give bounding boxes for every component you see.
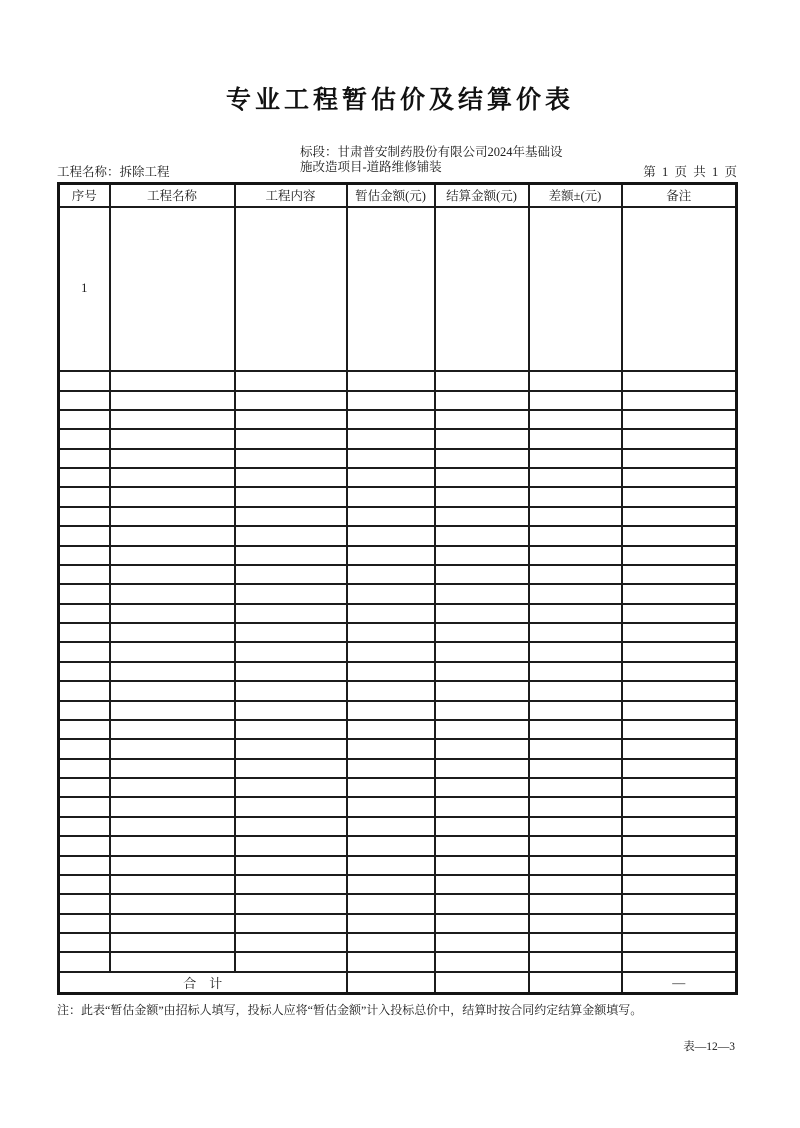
table-cell (110, 797, 235, 816)
table-cell (622, 856, 737, 875)
table-cell (347, 914, 435, 933)
table-row (59, 449, 737, 468)
table-cell (347, 642, 435, 661)
table-cell (529, 565, 622, 584)
table-cell (529, 662, 622, 681)
table-cell (110, 623, 235, 642)
table-cell (347, 623, 435, 642)
table-cell (235, 546, 347, 565)
table-cell (435, 701, 529, 720)
table-cell (622, 604, 737, 623)
table-cell (435, 429, 529, 448)
table-cell (435, 759, 529, 778)
table-cell (622, 642, 737, 661)
page-title: 专业工程暂估价及结算价表 (225, 87, 574, 114)
table-cell (529, 642, 622, 661)
table-cell (235, 371, 347, 390)
table-row (59, 817, 737, 836)
table-cell (110, 739, 235, 758)
table-row (59, 701, 737, 720)
table-cell (235, 623, 347, 642)
section-line-1: 标段：甘肃普安制药股份有限公司2024年基础设 (300, 145, 563, 159)
table-cell (622, 487, 737, 506)
table-cell (622, 681, 737, 700)
table-cell (622, 836, 737, 855)
table-row (59, 468, 737, 487)
table-row (59, 681, 737, 700)
table-cell (435, 487, 529, 506)
table-cell (235, 391, 347, 410)
table-cell (435, 642, 529, 661)
table-cell (110, 487, 235, 506)
table-cell (235, 933, 347, 952)
column-header: 工程内容 (235, 184, 347, 207)
total-difference (529, 972, 622, 994)
table-cell (235, 914, 347, 933)
table-cell (59, 565, 110, 584)
table-cell (529, 720, 622, 739)
table-cell (622, 817, 737, 836)
table-cell (59, 856, 110, 875)
column-header: 备注 (622, 184, 737, 207)
table-cell (529, 526, 622, 545)
table-cell (622, 894, 737, 913)
table-cell (435, 623, 529, 642)
table-cell (529, 739, 622, 758)
table-row (59, 662, 737, 681)
table-cell (110, 681, 235, 700)
table-row (59, 739, 737, 758)
table-cell (435, 410, 529, 429)
table-cell (110, 817, 235, 836)
table-cell (235, 429, 347, 448)
table-cell (435, 391, 529, 410)
table-cell (435, 836, 529, 855)
table-cell (59, 778, 110, 797)
table-cell (529, 207, 622, 372)
table-cell (110, 720, 235, 739)
table-cell (110, 468, 235, 487)
table-cell (529, 468, 622, 487)
table-cell (110, 429, 235, 448)
table-cell (347, 759, 435, 778)
table-cell (235, 797, 347, 816)
table-cell (235, 584, 347, 603)
table-cell (347, 720, 435, 739)
table-row (59, 952, 737, 972)
table-cell (529, 507, 622, 526)
column-header: 暂估金额(元) (347, 184, 435, 207)
table-cell (529, 856, 622, 875)
table-row (59, 623, 737, 642)
table-cell (435, 952, 529, 972)
table-cell (529, 778, 622, 797)
column-header: 序号 (59, 184, 110, 207)
table-cell (59, 468, 110, 487)
table-cell (235, 778, 347, 797)
table-cell (529, 546, 622, 565)
table-cell (347, 468, 435, 487)
table-cell (435, 468, 529, 487)
table-row (59, 875, 737, 894)
table-cell (529, 623, 622, 642)
table-cell (59, 701, 110, 720)
table-cell (435, 875, 529, 894)
table-row (59, 759, 737, 778)
table-cell (347, 429, 435, 448)
table-cell (435, 207, 529, 372)
table-cell (347, 797, 435, 816)
table-cell (59, 410, 110, 429)
table-row (59, 894, 737, 913)
table-cell (347, 526, 435, 545)
table-row (59, 487, 737, 506)
table-cell (110, 391, 235, 410)
table-cell (622, 410, 737, 429)
table-cell (529, 371, 622, 390)
table-cell (622, 507, 737, 526)
table-cell (622, 701, 737, 720)
section-line-2: 施改造项目-道路维修铺装 (300, 159, 442, 174)
table-cell (59, 720, 110, 739)
table-cell (235, 836, 347, 855)
table-cell (622, 546, 737, 565)
table-cell (622, 449, 737, 468)
table-row (59, 391, 737, 410)
table-cell (59, 662, 110, 681)
table-cell (110, 546, 235, 565)
table-cell (622, 391, 737, 410)
table-cell (110, 933, 235, 952)
table-cell (622, 952, 737, 972)
table-cell (622, 875, 737, 894)
table-cell (235, 817, 347, 836)
table-cell (110, 410, 235, 429)
table-cell (235, 952, 347, 972)
table-row (59, 604, 737, 623)
table-cell (59, 487, 110, 506)
table-row (59, 933, 737, 952)
table-cell (235, 507, 347, 526)
table-row (59, 371, 737, 390)
table-cell (59, 681, 110, 700)
table-cell (529, 391, 622, 410)
table-cell (347, 662, 435, 681)
table-cell (529, 410, 622, 429)
table-cell (435, 739, 529, 758)
table-cell (622, 371, 737, 390)
table-cell (435, 778, 529, 797)
table-cell (235, 565, 347, 584)
table-cell (435, 797, 529, 816)
table-cell (59, 429, 110, 448)
table-cell (435, 681, 529, 700)
table-row (59, 507, 737, 526)
table-body (59, 207, 737, 973)
table-cell (235, 701, 347, 720)
table-cell (347, 449, 435, 468)
table-cell (529, 933, 622, 952)
table-cell (347, 565, 435, 584)
table-cell (59, 546, 110, 565)
table-cell (622, 623, 737, 642)
form-code: 表—12—3 (683, 1041, 735, 1053)
table-cell (59, 584, 110, 603)
table-cell (235, 207, 347, 372)
table-header-row (59, 184, 737, 207)
table-cell (347, 681, 435, 700)
table-cell (59, 642, 110, 661)
total-row (59, 972, 737, 994)
table-cell (110, 759, 235, 778)
table-cell (110, 875, 235, 894)
table-cell (235, 662, 347, 681)
table-cell (235, 410, 347, 429)
table-cell (622, 526, 737, 545)
table-cell (347, 817, 435, 836)
table-cell (622, 797, 737, 816)
table-cell (347, 546, 435, 565)
table-cell (435, 856, 529, 875)
table-cell (59, 391, 110, 410)
table-row (59, 584, 737, 603)
table-row (59, 429, 737, 448)
table-cell (529, 894, 622, 913)
table-cell (59, 797, 110, 816)
table-cell (347, 391, 435, 410)
table-cell (435, 817, 529, 836)
table-row (59, 546, 737, 565)
table-cell (622, 429, 737, 448)
table-cell (59, 759, 110, 778)
table-cell (59, 449, 110, 468)
table-row (59, 720, 737, 739)
table-row (59, 778, 737, 797)
table-cell (529, 701, 622, 720)
table-cell (59, 836, 110, 855)
table-cell (347, 894, 435, 913)
table-cell (59, 739, 110, 758)
table-cell (110, 856, 235, 875)
table-cell (110, 371, 235, 390)
table-cell (59, 604, 110, 623)
table-cell (235, 739, 347, 758)
table-cell (110, 207, 235, 372)
table-cell (435, 720, 529, 739)
table-cell (347, 836, 435, 855)
table-cell (347, 604, 435, 623)
table-cell (110, 701, 235, 720)
table-cell (622, 584, 737, 603)
table-cell (235, 642, 347, 661)
table-cell (347, 371, 435, 390)
table-cell (59, 371, 110, 390)
footnote: 注：此表“暂估金额”由招标人填写，投标人应将“暂估金额”计入投标总价中，结算时按合同约定结算金额填写。 (57, 1003, 643, 1017)
table-cell (435, 546, 529, 565)
project-name-line: 工程名称：拆除工程 (57, 165, 170, 179)
table-cell (622, 565, 737, 584)
table-cell (59, 894, 110, 913)
table-cell (529, 584, 622, 603)
total-remark: — (622, 972, 737, 994)
table-cell (110, 894, 235, 913)
table-cell (347, 933, 435, 952)
table-cell (110, 449, 235, 468)
table-cell (235, 894, 347, 913)
column-header: 结算金额(元) (435, 184, 529, 207)
table-row (59, 797, 737, 816)
table-cell (435, 584, 529, 603)
table-cell (110, 778, 235, 797)
table-cell (622, 468, 737, 487)
table-cell (59, 526, 110, 545)
total-label: 合 计 (59, 972, 347, 994)
table-cell (235, 856, 347, 875)
table-cell (529, 449, 622, 468)
table-cell (235, 526, 347, 545)
table-cell (622, 207, 737, 372)
table-cell (110, 507, 235, 526)
table-cell: 1 (59, 207, 110, 372)
table-row (59, 836, 737, 855)
table-cell (235, 449, 347, 468)
table-cell (235, 604, 347, 623)
table-row (59, 914, 737, 933)
table-cell (347, 952, 435, 972)
table-cell (435, 933, 529, 952)
table-row (59, 207, 737, 372)
estimate-settlement-table (57, 182, 738, 995)
table-header (59, 184, 737, 207)
table-cell (435, 894, 529, 913)
table-cell (622, 662, 737, 681)
table-cell (110, 565, 235, 584)
table-cell (529, 817, 622, 836)
table-cell (59, 914, 110, 933)
table-cell (110, 642, 235, 661)
table-cell (347, 739, 435, 758)
table-cell (59, 875, 110, 894)
table-cell (59, 507, 110, 526)
column-header: 差额±(元) (529, 184, 622, 207)
table-cell (347, 487, 435, 506)
table-footer (59, 972, 737, 994)
table-cell (347, 207, 435, 372)
column-header: 工程名称 (110, 184, 235, 207)
table-row (59, 565, 737, 584)
table-cell (110, 914, 235, 933)
table-row (59, 856, 737, 875)
table-row (59, 642, 737, 661)
table-cell (529, 952, 622, 972)
table-cell (435, 662, 529, 681)
total-provisional-amount (347, 972, 435, 994)
table-cell (435, 526, 529, 545)
table-cell (347, 507, 435, 526)
table-cell (59, 952, 110, 972)
table-cell (435, 604, 529, 623)
table-cell (435, 507, 529, 526)
table-cell (347, 584, 435, 603)
table-cell (235, 681, 347, 700)
section-block (300, 145, 610, 174)
table-cell (435, 449, 529, 468)
table-cell (235, 468, 347, 487)
total-settlement-amount (435, 972, 529, 994)
table-cell (529, 875, 622, 894)
table-cell (347, 778, 435, 797)
table-cell (110, 604, 235, 623)
table-cell (59, 933, 110, 952)
table-cell (435, 371, 529, 390)
table-cell (59, 817, 110, 836)
table-cell (110, 952, 235, 972)
table-cell (622, 759, 737, 778)
table-cell (529, 836, 622, 855)
table-cell (435, 565, 529, 584)
table-cell (622, 720, 737, 739)
table-cell (529, 797, 622, 816)
table-cell (622, 914, 737, 933)
table-cell (622, 933, 737, 952)
table-cell (59, 623, 110, 642)
table-cell (347, 410, 435, 429)
table-row (59, 410, 737, 429)
table-cell (529, 429, 622, 448)
table-cell (235, 720, 347, 739)
table-cell (347, 875, 435, 894)
table-cell (235, 487, 347, 506)
table-cell (110, 584, 235, 603)
table-cell (529, 604, 622, 623)
table-cell (110, 836, 235, 855)
table-cell (529, 487, 622, 506)
table-cell (622, 778, 737, 797)
page-indicator: 第 1 页 共 1 页 (643, 165, 737, 179)
table-cell (235, 759, 347, 778)
table-row (59, 526, 737, 545)
table-cell (347, 856, 435, 875)
table-cell (529, 681, 622, 700)
table-cell (235, 875, 347, 894)
table-cell (435, 914, 529, 933)
table-cell (110, 662, 235, 681)
table-cell (622, 739, 737, 758)
table-cell (110, 526, 235, 545)
table-cell (347, 701, 435, 720)
table-cell (529, 759, 622, 778)
table-cell (529, 914, 622, 933)
